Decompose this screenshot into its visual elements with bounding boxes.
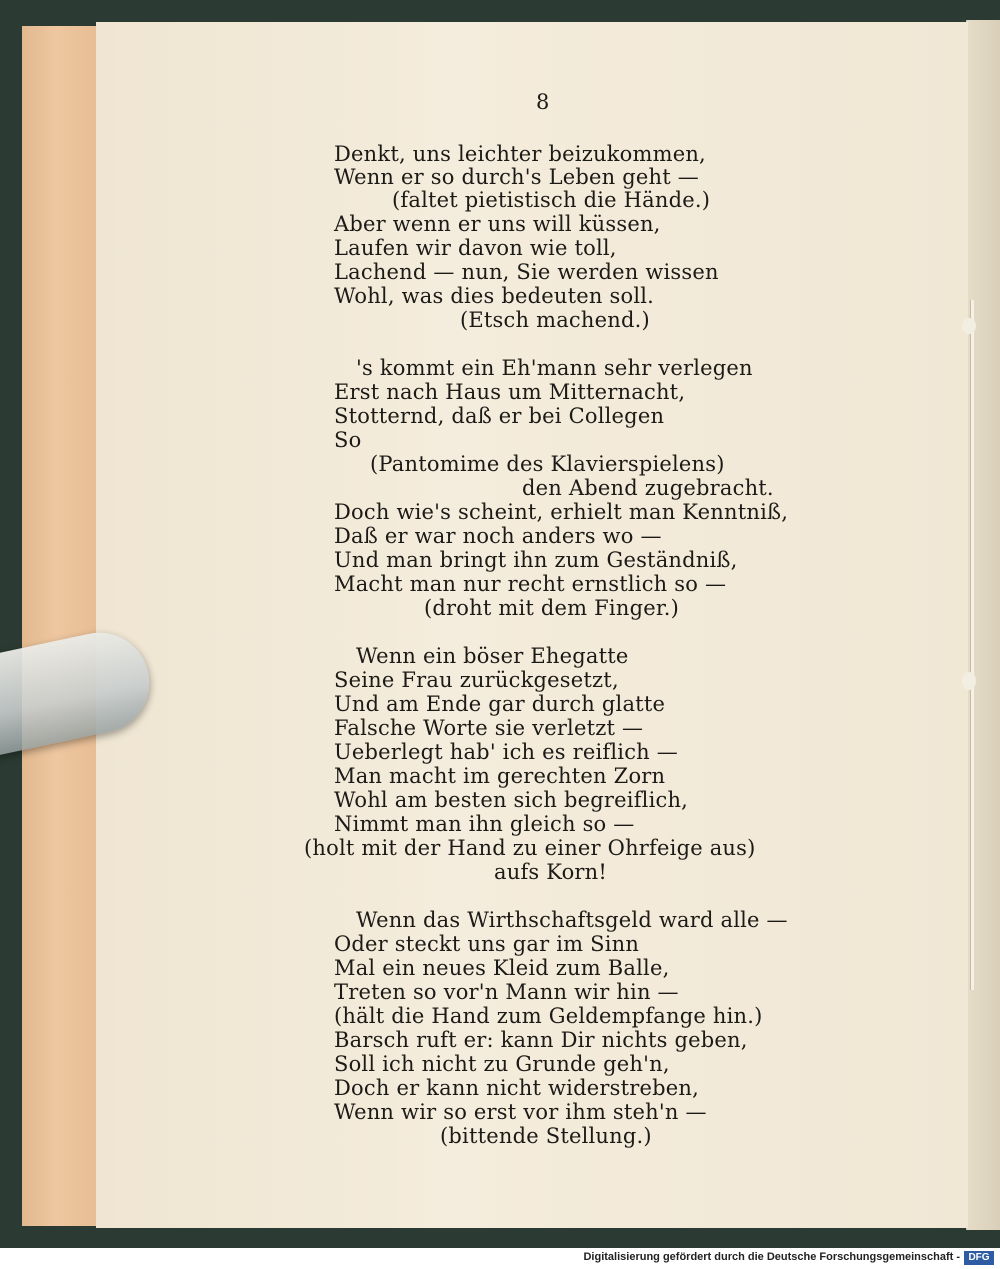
stage-direction: (hält die Hand zum Geldempfange hin.) xyxy=(334,1004,763,1028)
funding-notice: Digitalisierung gefördert durch die Deutsche Forschungsgemeinschaft - xyxy=(583,1251,960,1263)
stage-direction: (Etsch machend.) xyxy=(460,308,650,332)
text-line: Nimmt man ihn gleich so — xyxy=(334,812,635,836)
text-line: Erst nach Haus um Mitternacht, xyxy=(334,380,686,404)
text-line: Daß er war noch anders wo — xyxy=(334,524,662,548)
text-line: Wenn das Wirthschaftsgeld ward alle — xyxy=(356,908,788,932)
text-line: Ueberlegt hab' ich es reiflich — xyxy=(334,740,678,764)
thread-knot xyxy=(962,318,976,334)
text-line: Oder steckt uns gar im Sinn xyxy=(334,932,640,956)
text-line: Wenn wir so erst vor ihm steh'n — xyxy=(334,1100,707,1124)
text-line: Doch er kann nicht widerstreben, xyxy=(334,1076,699,1100)
text-line: Barsch ruft er: kann Dir nichts geben, xyxy=(334,1028,748,1052)
stage-direction: (bittende Stellung.) xyxy=(440,1124,652,1148)
text-line: Lachend — nun, Sie werden wissen xyxy=(334,260,719,284)
text-line: Soll ich nicht zu Grunde geh'n, xyxy=(334,1052,670,1076)
text-line: Denkt, uns leichter beizukommen, xyxy=(334,142,706,166)
text-line: Treten so vor'n Mann wir hin — xyxy=(334,980,679,1004)
stage-direction: (faltet pietistisch die Hände.) xyxy=(392,188,711,212)
text-line: Wenn ein böser Ehegatte xyxy=(356,644,629,668)
thread-knot xyxy=(962,672,976,690)
text-line: Falsche Worte sie verletzt — xyxy=(334,716,644,740)
text-line: 's kommt ein Eh'mann sehr verlegen xyxy=(356,356,753,380)
binding-thread xyxy=(970,300,974,990)
text-line: Laufen wir davon wie toll, xyxy=(334,236,617,260)
text-line: Man macht im gerechten Zorn xyxy=(334,764,666,788)
text-line: den Abend zugebracht. xyxy=(522,476,774,500)
text-line: Aber wenn er uns will küssen, xyxy=(334,212,661,236)
page-edge-strip xyxy=(22,26,99,1226)
text-line: Mal ein neues Kleid zum Balle, xyxy=(334,956,670,980)
stage-direction: (droht mit dem Finger.) xyxy=(424,596,680,620)
text-line: Seine Frau zurückgesetzt, xyxy=(334,668,619,692)
dfg-logo-icon: DFG xyxy=(964,1251,994,1265)
text-line: Wohl am besten sich begreiflich, xyxy=(334,788,689,812)
text-line: Und am Ende gar durch glatte xyxy=(334,692,666,716)
text-line: Doch wie's scheint, erhielt man Kenntniß, xyxy=(334,500,789,524)
text-line: Macht man nur recht ernstlich so — xyxy=(334,572,727,596)
stage-direction: (Pantomime des Klavierspielens) xyxy=(370,452,725,476)
text-line: Wenn er so durch's Leben geht — xyxy=(334,165,699,189)
text-line: Wohl, was dies bedeuten soll. xyxy=(334,284,655,308)
footer-bar xyxy=(0,1248,1000,1269)
page-number: 8 xyxy=(536,90,550,114)
text-line: So xyxy=(334,428,362,452)
text-line: aufs Korn! xyxy=(494,860,608,884)
text-line: Stotternd, daß er bei Collegen xyxy=(334,404,665,428)
text-line: Und man bringt ihn zum Geständniß, xyxy=(334,548,738,572)
stage-direction: (holt mit der Hand zu einer Ohrfeige aus) xyxy=(304,836,756,860)
